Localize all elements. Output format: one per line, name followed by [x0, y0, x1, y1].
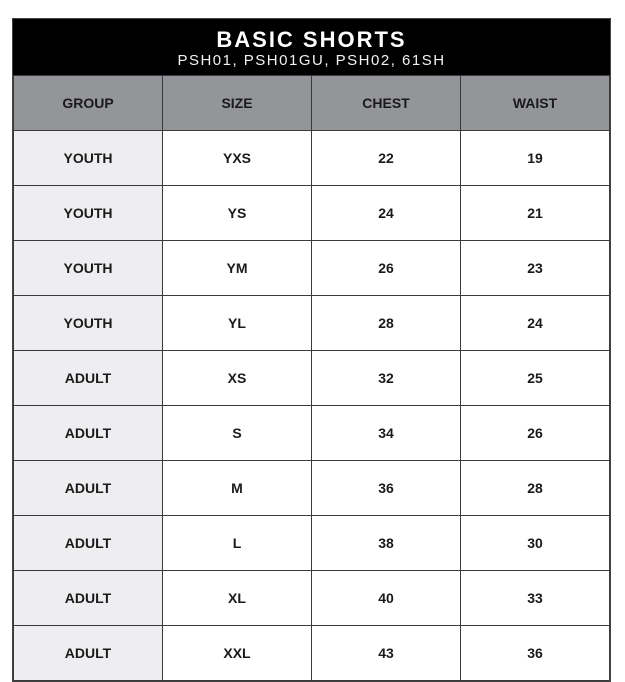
cell-waist: 28	[461, 461, 610, 516]
cell-size: YXS	[163, 131, 312, 186]
table-row	[14, 516, 610, 571]
cell-waist: 33	[461, 571, 610, 626]
column-header-chest: CHEST	[312, 76, 461, 131]
cell-group: YOUTH	[14, 131, 163, 186]
cell-waist: 24	[461, 296, 610, 351]
table-row	[14, 351, 610, 406]
cell-group: YOUTH	[14, 241, 163, 296]
chart-subtitle: PSH01, PSH01GU, PSH02, 61SH	[177, 52, 446, 69]
size-chart	[12, 18, 611, 682]
cell-group: YOUTH	[14, 186, 163, 241]
table-row	[14, 626, 610, 681]
header-row	[14, 76, 610, 131]
cell-size: M	[163, 461, 312, 516]
cell-size: L	[163, 516, 312, 571]
cell-chest: 28	[312, 296, 461, 351]
cell-size: YL	[163, 296, 312, 351]
table-row	[14, 186, 610, 241]
cell-group: ADULT	[14, 461, 163, 516]
size-table	[13, 75, 610, 681]
cell-waist: 26	[461, 406, 610, 461]
cell-chest: 36	[312, 461, 461, 516]
table-row	[14, 571, 610, 626]
cell-waist: 21	[461, 186, 610, 241]
table-row	[14, 241, 610, 296]
column-header-group: GROUP	[14, 76, 163, 131]
table-row	[14, 406, 610, 461]
cell-group: ADULT	[14, 406, 163, 461]
cell-waist: 36	[461, 626, 610, 681]
cell-group: ADULT	[14, 516, 163, 571]
cell-group: ADULT	[14, 626, 163, 681]
cell-chest: 40	[312, 571, 461, 626]
cell-group: ADULT	[14, 351, 163, 406]
chart-title: BASIC SHORTS	[216, 27, 407, 52]
column-header-size: SIZE	[163, 76, 312, 131]
cell-size: XXL	[163, 626, 312, 681]
cell-size: XL	[163, 571, 312, 626]
cell-chest: 24	[312, 186, 461, 241]
table-row	[14, 296, 610, 351]
cell-size: XS	[163, 351, 312, 406]
cell-waist: 23	[461, 241, 610, 296]
title-bar	[13, 19, 610, 75]
cell-chest: 26	[312, 241, 461, 296]
cell-size: YM	[163, 241, 312, 296]
cell-waist: 19	[461, 131, 610, 186]
table-row	[14, 461, 610, 516]
cell-chest: 32	[312, 351, 461, 406]
column-header-waist: WAIST	[461, 76, 610, 131]
cell-group: ADULT	[14, 571, 163, 626]
cell-chest: 22	[312, 131, 461, 186]
table-row	[14, 131, 610, 186]
cell-waist: 30	[461, 516, 610, 571]
cell-chest: 38	[312, 516, 461, 571]
cell-chest: 34	[312, 406, 461, 461]
cell-size: YS	[163, 186, 312, 241]
cell-group: YOUTH	[14, 296, 163, 351]
cell-chest: 43	[312, 626, 461, 681]
cell-size: S	[163, 406, 312, 461]
cell-waist: 25	[461, 351, 610, 406]
